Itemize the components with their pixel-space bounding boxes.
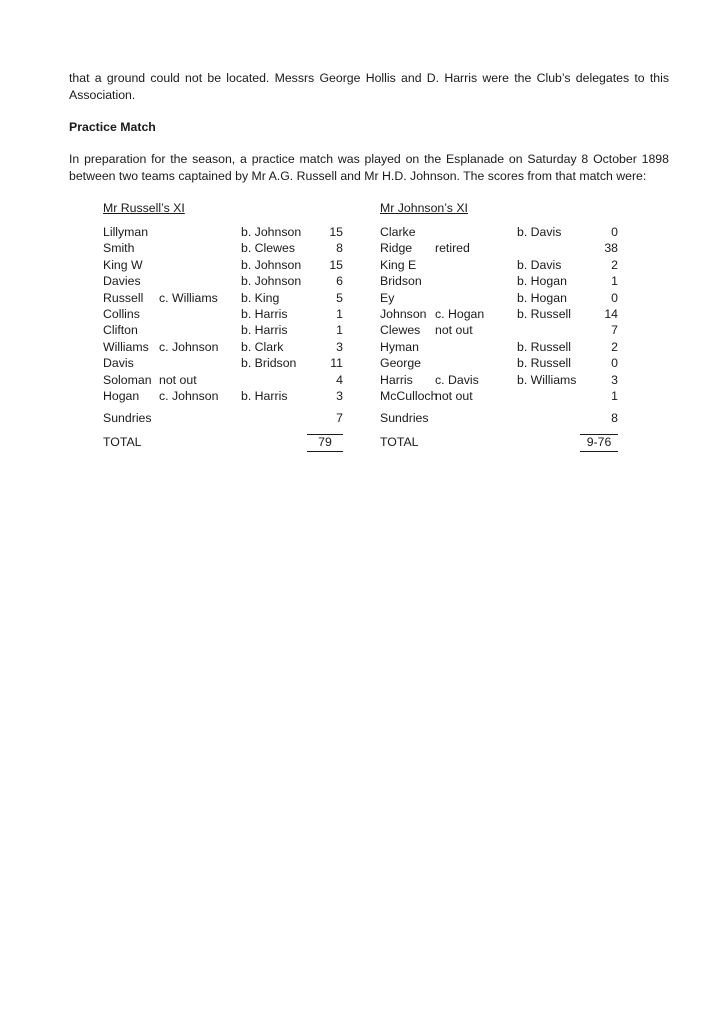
batsman-row	[103, 290, 343, 306]
batsman-row	[380, 339, 618, 355]
runs: 15	[329, 257, 343, 272]
bowler: b. Johnson	[241, 274, 302, 289]
runs: 1	[611, 274, 618, 289]
runs: 11	[330, 356, 343, 371]
batsman-name: Ridge	[380, 241, 413, 256]
batsman-row	[380, 388, 618, 404]
dismissal: not out	[435, 388, 473, 403]
total-row	[380, 434, 618, 451]
sundries-row	[103, 410, 343, 427]
batsman-name: Hyman	[380, 339, 419, 354]
bowler: b. Hogan	[517, 274, 567, 289]
bowler: b. Bridson	[241, 356, 297, 371]
batsman-row	[103, 372, 343, 388]
batsman-name: Davis	[103, 356, 134, 371]
dismissal: c. Williams	[159, 290, 218, 305]
runs: 1	[336, 323, 343, 338]
runs: 2	[611, 339, 618, 354]
batting-rows	[380, 224, 618, 404]
section-heading-practice-match: Practice Match	[69, 120, 156, 134]
batsman-name: Smith	[103, 241, 135, 256]
batsman-row	[380, 257, 618, 273]
bowler: b. Harris	[241, 388, 288, 403]
paragraph-practice-intro: In preparation for the season, a practice match was played on the Esplanade on Saturday 8 October 1898 between two teams captained by Mr A.G. Russell and Mr H.D. Johnson. The scores from that match were:	[69, 152, 669, 183]
bowler: b. Russell	[517, 306, 571, 321]
sundries-label: Sundries	[380, 411, 429, 425]
batsman-row	[103, 224, 343, 240]
batsman-row	[103, 322, 343, 338]
batsman-row	[103, 257, 343, 273]
batsman-row	[380, 273, 618, 289]
batsman-name: Clarke	[380, 225, 416, 239]
batsman-name: King W	[103, 257, 143, 272]
dismissal: not out	[159, 372, 197, 387]
runs: 2	[611, 257, 618, 272]
batsman-row	[380, 372, 618, 388]
sundries-row	[380, 410, 618, 427]
bowler: b. Russell	[517, 339, 571, 354]
batsman-name: King E	[380, 257, 417, 272]
bowler: b. Clark	[241, 339, 284, 354]
runs: 15	[329, 225, 343, 239]
batsman-row	[380, 355, 618, 371]
total-row	[103, 434, 343, 451]
batsman-row	[380, 224, 618, 240]
bowler: b. Johnson	[241, 257, 302, 272]
sundries-value: 8	[611, 411, 618, 425]
batsman-name: Williams	[103, 339, 149, 354]
paragraph-delegates: that a ground could not be located. Messrs George Hollis and D. Harris were the Club’s delegates to this Association.	[69, 71, 669, 102]
batsman-row	[103, 339, 343, 355]
bowler: b. Hogan	[517, 290, 567, 305]
batsman-name: Johnson	[380, 306, 427, 321]
batsman-row	[103, 306, 343, 322]
batting-rows	[103, 224, 343, 404]
bowler: b. Harris	[241, 323, 288, 338]
batsman-name: Soloman	[103, 372, 152, 387]
batsman-name: Clewes	[380, 323, 421, 338]
batsman-row	[380, 306, 618, 322]
batsman-name: McCulloch	[380, 388, 438, 403]
bowler: b. Davis	[517, 225, 562, 239]
dismissal: retired	[435, 241, 470, 256]
runs: 5	[336, 290, 343, 305]
dismissal: c. Davis	[435, 372, 479, 387]
batsman-row	[380, 240, 618, 256]
team-title: Mr Johnson’s XI	[380, 201, 468, 215]
runs: 7	[611, 323, 618, 338]
total-value: 79	[307, 434, 343, 452]
dismissal: not out	[435, 323, 473, 338]
runs: 0	[611, 225, 618, 239]
sundries-value: 7	[336, 411, 343, 425]
batsman-row	[103, 240, 343, 256]
bowler: b. Davis	[517, 257, 562, 272]
runs: 6	[336, 274, 343, 289]
batsman-row	[380, 322, 618, 338]
runs: 0	[611, 356, 618, 371]
runs: 1	[611, 388, 618, 403]
dismissal: c. Johnson	[159, 388, 219, 403]
batsman-name: Bridson	[380, 274, 422, 289]
sundries-label: Sundries	[103, 411, 152, 425]
batsman-name: George	[380, 356, 422, 371]
bowler: b. Clewes	[241, 241, 295, 256]
team-title: Mr Russell’s XI	[103, 201, 185, 215]
total-label: TOTAL	[103, 435, 142, 449]
runs: 0	[611, 290, 618, 305]
runs: 1	[336, 306, 343, 321]
runs: 8	[336, 241, 343, 256]
runs: 38	[604, 241, 618, 256]
runs: 3	[336, 388, 343, 403]
batsman-name: Clifton	[103, 323, 138, 338]
batsman-name: Hogan	[103, 388, 140, 403]
batsman-row	[103, 273, 343, 289]
dismissal: c. Hogan	[435, 306, 485, 321]
runs: 3	[336, 339, 343, 354]
bowler: b. King	[241, 290, 280, 305]
bowler: b. Russell	[517, 356, 571, 371]
batsman-name: Russell	[103, 290, 144, 305]
batsman-name: Collins	[103, 306, 140, 321]
bowler: b. Harris	[241, 306, 288, 321]
batsman-row	[103, 388, 343, 404]
batsman-row	[103, 355, 343, 371]
runs: 3	[611, 372, 618, 387]
batsman-name: Lillyman	[103, 225, 149, 239]
runs: 4	[336, 372, 343, 387]
bowler: b. Johnson	[241, 225, 302, 239]
runs: 14	[604, 306, 618, 321]
total-value: 9-76	[580, 434, 618, 452]
total-label: TOTAL	[380, 435, 419, 449]
batsman-name: Davies	[103, 274, 141, 289]
batsman-row	[380, 290, 618, 306]
batsman-name: Harris	[380, 372, 413, 387]
dismissal: c. Johnson	[159, 339, 219, 354]
batsman-name: Ey	[380, 290, 395, 305]
bowler: b. Williams	[517, 372, 577, 387]
